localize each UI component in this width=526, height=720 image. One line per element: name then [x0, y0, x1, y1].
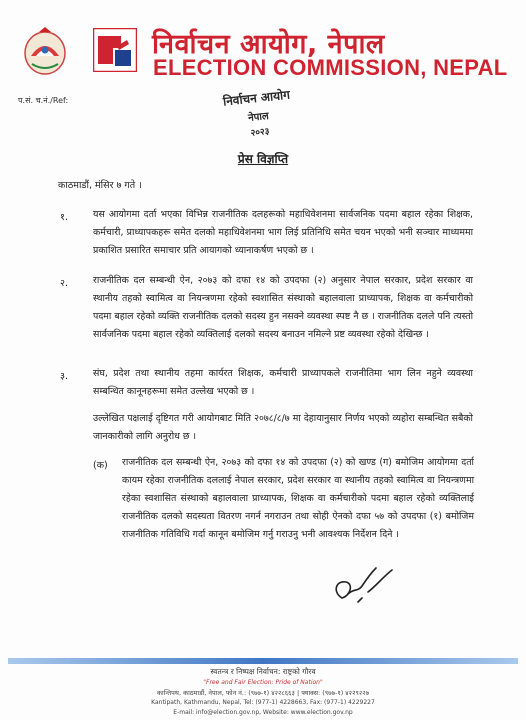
header-title-nepali: निर्वाचन आयोग, नेपाल — [152, 29, 385, 60]
sub-item-text: राजनीतिक दल सम्बन्धी ऐन, २०७३ को दफा १४ को उपदफा (२) को खण्ड (ग) बमोजिम आयोगमा दर्ता कायम रहेका राजनीतिक दललाई नेपाल सरकार, प्रदेश सरकार वा स्थानीय तहको स्वामित्व वा नियन्त्रणमा रहेका स्वशासित संस्थाको बहालवाला प्राध्यापक, शिक्षक वा कर्मचारीको पदमा बहाल रहेको व्यक्तिलाई राजनीतिक दलको सदस्यता वितरण नगर्न नगराउन तथा सोही ऐनको दफा ५७ को उपदफा (१) बमोजिम राजनीतिक गतिविधि गर्दा कानून बमोजिम गर्नु गराउनु भनी आवश्यक निर्देशन दिने । — [122, 457, 474, 540]
footer-divider — [8, 658, 518, 664]
paragraph-text: संघ, प्रदेश तथा स्थानीय तहमा कार्यरत शिक्षक, कर्मचारी प्राध्यापकले राजनीतिमा भाग लिन नहुने व्यवस्था सम्बन्धित कानूनहरूमा समेत उल्लेख भएको छ । — [93, 368, 473, 397]
footer-address-nepali: कान्तिपथ, काठमाडौं, नेपाल, फोन नं.: (९७७-१) ४२२८६६३ | फ्याक्स: (९७७-१) ४२२९२२७ — [157, 689, 369, 697]
stamp-line-3: २०२३ — [250, 126, 270, 139]
sub-item-label: (क) — [93, 460, 108, 471]
paragraph-number: २. — [60, 278, 68, 289]
press-release-title: प्रेस विज्ञप्ति — [237, 152, 289, 166]
decision-paragraph: उल्लेखित पक्षलाई दृष्टिगत गरी आयोगबाट मिति २०७८/८/७ मा देहायानुसार निर्णय भएको व्यहोरा सम्बन्धित सबैको जानकारीको लागि अनुरोध छ । — [93, 413, 473, 442]
reference-label: प.सं. च.नं./Ref: — [18, 96, 69, 105]
signature — [328, 562, 400, 610]
nepal-emblem-icon — [22, 26, 68, 76]
header-title-english: ELECTION COMMISSION, NEPAL — [153, 55, 508, 80]
footer-motto-nepali: स्वतन्त्र र निष्पक्ष निर्वाचन: राष्ट्रको गौरव — [210, 667, 316, 676]
footer-contact: E-mail: info@election.gov.np, Website: www.election.gov.np — [173, 709, 353, 716]
office-stamp — [212, 78, 304, 149]
paragraph-text: यस आयोगमा दर्ता भएका विभिन्न राजनीतिक दलहरूको महाधिवेशनमा सार्वजनिक पदमा बहाल रहेका शिक्षक, कर्मचारी, प्राध्यापकहरू समेत दलको महाधिवेशनमा भाग लिई प्रतिनिधि समेत चयन भएको भनी सञ्चार माध्यममा प्रकाशित प्रसारित समाचार प्रति आयागको ध्यानाकर्षण भएको छ । — [93, 209, 473, 256]
paragraph-number: ३. — [60, 371, 68, 382]
election-commission-logo-icon — [93, 28, 137, 72]
paragraph-number: १. — [60, 212, 68, 223]
dateline: काठमाडौं, मंसिर ७ गते । — [58, 180, 142, 191]
footer-motto-english: "Free and Fair Election: Pride of Nation" — [203, 679, 323, 686]
stamp-line-2: नेपाल — [247, 110, 270, 125]
stamp-line-1: निर्वाचन आयोग — [222, 87, 291, 109]
footer-address-english: Kantipath, Kathmandu, Nepal, Tel: (977-1) 4228663, Fax: (977-1) 4229227 — [151, 699, 375, 706]
paragraph-text: राजनीतिक दल सम्बन्धी ऐन, २०७३ को दफा १४ को उपदफा (२) अनुसार नेपाल सरकार, प्रदेश सरकार वा स्थानीय तहको स्वामित्व वा नियन्त्रणमा रहेको स्वशासित संस्थाको बहालवाला प्राध्यापक, शिक्षक वा कर्मचारीको पदमा बहाल रहेको व्यक्ति राजनीतिक दलको सदस्य हुन नसक्ने व्यवस्था स्पष्ट नै छ । राजनीतिक दलले पनि त्यस्तो सार्वजनिक पदमा बहाल रहेको व्यक्तिलाई दलको सदस्य बनाउन नमिल्ने प्रष्ट व्यवस्था रहेको देखिन्छ । — [93, 275, 473, 340]
